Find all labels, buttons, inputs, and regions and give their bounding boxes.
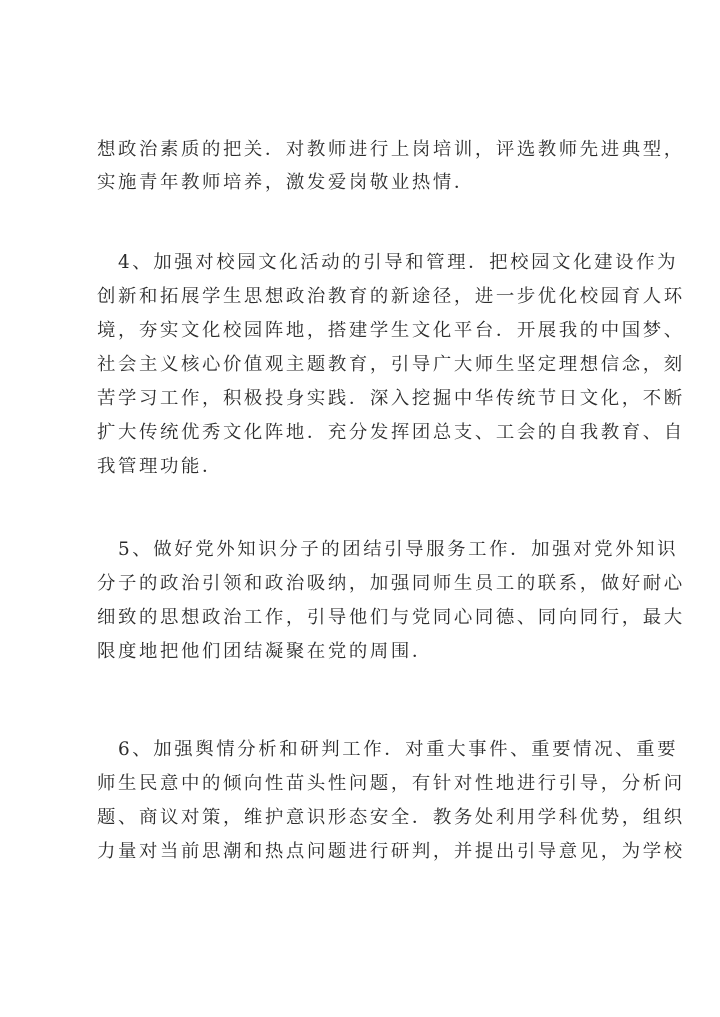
text-line: 细致的思想政治工作，引导他们与党同心同德、同向同行，最大 xyxy=(97,607,685,628)
text-line: 力量对当前思潮和热点问题进行研判，并提出引导意见，为学校 xyxy=(97,841,685,862)
text-line: 想政治素质的把关．对教师进行上岗培训，评选教师先进典型， xyxy=(97,139,685,160)
text-line: 社会主义核心价值观主题教育，引导广大师生坚定理想信念，刻 xyxy=(97,354,685,375)
paragraph-5-heading-line: 5、做好党外知识分子的团结引导服务工作．加强对党外知识 xyxy=(118,539,679,560)
text-line: 分子的政治引领和政治吸纳，加强同师生员工的联系，做好耐心 xyxy=(97,573,685,594)
text-line: 实施青年教师培养，激发爱岗敬业热情． xyxy=(97,172,475,193)
text-line: 师生民意中的倾向性苗头性问题，有针对性地进行引导，分析问 xyxy=(97,773,685,794)
text-line: 题、商议对策，维护意识形态安全．教务处利用学科优势，组织 xyxy=(97,807,685,828)
text-line: 境，夯实文化校园阵地，搭建学生文化平台．开展我的中国梦、 xyxy=(97,320,685,341)
text-line: 扩大传统优秀文化阵地．充分发挥团总支、工会的自我教育、自 xyxy=(97,422,685,443)
text-line: 创新和拓展学生思想政治教育的新途径，进一步优化校园育人环 xyxy=(97,286,685,307)
text-line: 我管理功能． xyxy=(97,456,223,477)
text-line: 限度地把他们团结凝聚在党的周围． xyxy=(97,641,433,662)
text-line: 苦学习工作，积极投身实践．深入挖掘中华传统节日文化，不断 xyxy=(97,388,685,409)
paragraph-6-heading-line: 6、加强舆情分析和研判工作．对重大事件、重要情况、重要 xyxy=(118,739,679,760)
paragraph-4-heading-line: 4、加强对校园文化活动的引导和管理．把校园文化建设作为 xyxy=(118,252,679,273)
